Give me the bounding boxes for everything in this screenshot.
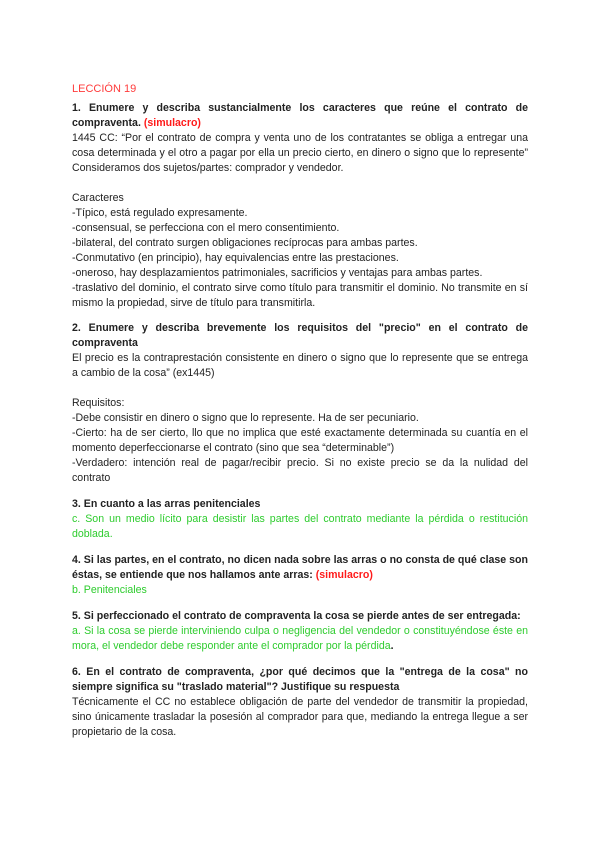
question-4-text: 4. Si las partes, en el contrato, no dicen nada sobre las arras o no consta de qué clase son éstas, se entiende que nos hallamos ante arras: <box>72 554 528 581</box>
caracter-item: -Conmutativo (en principio), hay equivalencias entre las prestaciones. <box>72 252 399 264</box>
answer-3: c. Son un medio lícito para desistir las partes del contrato mediante la pérdida o restitución doblada. <box>72 513 528 540</box>
document-page <box>72 82 528 740</box>
caracter-item: -bilateral, del contrato surgen obligaciones recíprocas para ambas partes. <box>72 237 418 249</box>
caracter-item: -traslativo del dominio, el contrato sirve como título para transmitir el dominio. No transmite en sí mismo la propiedad, sirve de título para transmitirla. <box>72 282 528 309</box>
caracteres-title: Caracteres <box>72 192 124 204</box>
caracter-item: -oneroso, hay desplazamientos patrimoniales, sacrificios y ventajas para ambas partes. <box>72 267 483 279</box>
lesson-title: LECCIÓN 19 <box>72 83 137 95</box>
answer-5-period: . <box>390 640 394 652</box>
question-4 <box>72 553 528 583</box>
requisito-item: -Verdadero: intención real de pagar/recibir precio. Si no existe precio se da la nulidad del contrato <box>72 457 528 484</box>
requisitos-title: Requisitos: <box>72 397 125 409</box>
question-1-text: 1. Enumere y describa sustancialmente los caracteres que reúne el contrato de compraventa. <box>72 102 528 129</box>
question-1 <box>72 101 528 131</box>
question-6-body: Técnicamente el CC no establece obligación de parte del vendedor de transmitir la propiedad, sino únicamente trasladar la posesión al comprador para que, mediando la entrega llegue a ser propietario de la cosa. <box>72 696 528 738</box>
simulacro-tag-4: (simulacro) <box>315 569 373 581</box>
requisito-item: -Debe consistir en dinero o signo que lo represente. Ha de ser pecuniario. <box>72 412 419 424</box>
question-1-body: 1445 CC: “Por el contrato de compra y venta uno de los contratantes se obliga a entregar una cosa determinada y el otro a pagar por ella un precio cierto, en dinero o signo que lo represente” Consideramos dos sujetos/partes: comprador y vendedor. <box>72 132 528 174</box>
question-2: 2. Enumere y describa brevemente los requisitos del "precio" en el contrato de compraventa <box>72 322 528 349</box>
caracter-item: -consensual, se perfecciona con el mero consentimiento. <box>72 222 340 234</box>
question-6: 6. En el contrato de compraventa, ¿por qué decimos que la "entrega de la cosa" no siempre significa su "traslado material"? Justifique su respuesta <box>72 666 528 693</box>
caracter-item: -Típico, está regulado expresamente. <box>72 207 248 219</box>
question-2-body: El precio es la contraprestación consistente en dinero o signo que lo represente que se entrega a cambio de la cosa” (ex1445) <box>72 352 528 379</box>
simulacro-tag-1: (simulacro) <box>143 117 201 129</box>
question-3: 3. En cuanto a las arras penitenciales <box>72 498 261 510</box>
answer-5 <box>72 624 528 654</box>
requisito-item: -Cierto: ha de ser cierto, llo que no implica que esté exactamente determinada su cuantía en el momento deperfeccionarse el contrato (sino que sea “determinable”) <box>72 427 528 454</box>
answer-5-text: a. Si la cosa se pierde interviniendo culpa o negligencia del vendedor o constituyéndose éste en mora, el vendedor debe responder ante el comprador por la pérdida <box>72 625 528 652</box>
question-5: 5. Si perfeccionado el contrato de compraventa la cosa se pierde antes de ser entregada: <box>72 610 521 622</box>
answer-4: b. Penitenciales <box>72 584 147 596</box>
